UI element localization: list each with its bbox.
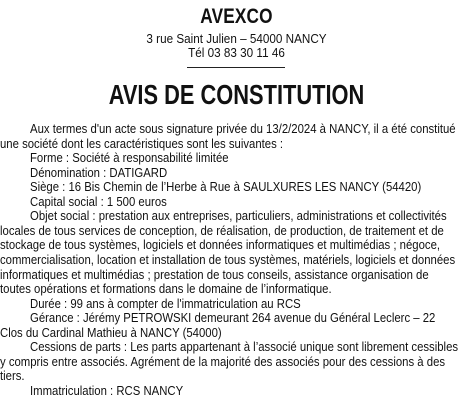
notice-line: Objet social : prestation aux entreprises, particuliers, administrations et collectivités [30, 208, 447, 224]
notice-line: Dénomination : DATIGARD [30, 164, 168, 180]
notice-line: locales de tous services de conception, de réalisation, de production, de traitement et de [0, 222, 444, 238]
notice-line: Aux termes d'un acte sous signature privée du 13/2/2024 à NANCY, il a été constitué [30, 121, 456, 136]
notice-line: une société dont les caractéristiques sont les suivantes : [0, 135, 284, 151]
company-address: 3 rue Saint Julien – 54000 NANCY [146, 31, 327, 46]
notice-line: Clos du Cardinal Mathieu à NANCY (54000) [0, 324, 222, 340]
notice-line: toutes opérations et formations dans le domaine de l’informatique. [0, 281, 332, 297]
notice-line: stockage de tous systèmes, logiciels et données informatiques et multimédias ; négoce, [0, 237, 441, 253]
notice-line: y compris entre associés. Agrément de la majorité des associés pour des cessions à des [0, 353, 446, 369]
notice-line: Immatriculation : RCS NANCY [30, 383, 184, 398]
notice-line: Forme : Société à responsabilité limitée [30, 150, 229, 166]
notice-line: Gérance : Jérémy PETROWSKI demeurant 264 avenue du Général Leclerc – 22 [30, 310, 436, 326]
notice-line: tiers. [0, 368, 25, 384]
notice-line: Cessions de parts : Les parts appartenant à l’associé unique sont librement cessibles [30, 339, 459, 355]
notice-line: Capital social : 1 500 euros [30, 193, 167, 209]
notice-line: commercialisation, location et installation de tous systèmes, matériels, logiciels et données [0, 252, 456, 267]
separator-rule [187, 67, 285, 68]
company-phone: Tél 03 83 30 11 46 [188, 45, 285, 60]
notice-line: informatiques et multimédias ; prestation de tous conseils, assistance organisation de [0, 266, 429, 282]
notice-title: AVIS DE CONSTITUTION [108, 79, 365, 110]
notice-line: Durée : 99 ans à compter de l'immatriculation au RCS [30, 295, 301, 311]
company-name: AVEXCO [200, 5, 273, 28]
notice-line: Siège : 16 Bis Chemin de l’Herbe à Rue à SAULXURES LES NANCY (54420) [30, 179, 422, 195]
